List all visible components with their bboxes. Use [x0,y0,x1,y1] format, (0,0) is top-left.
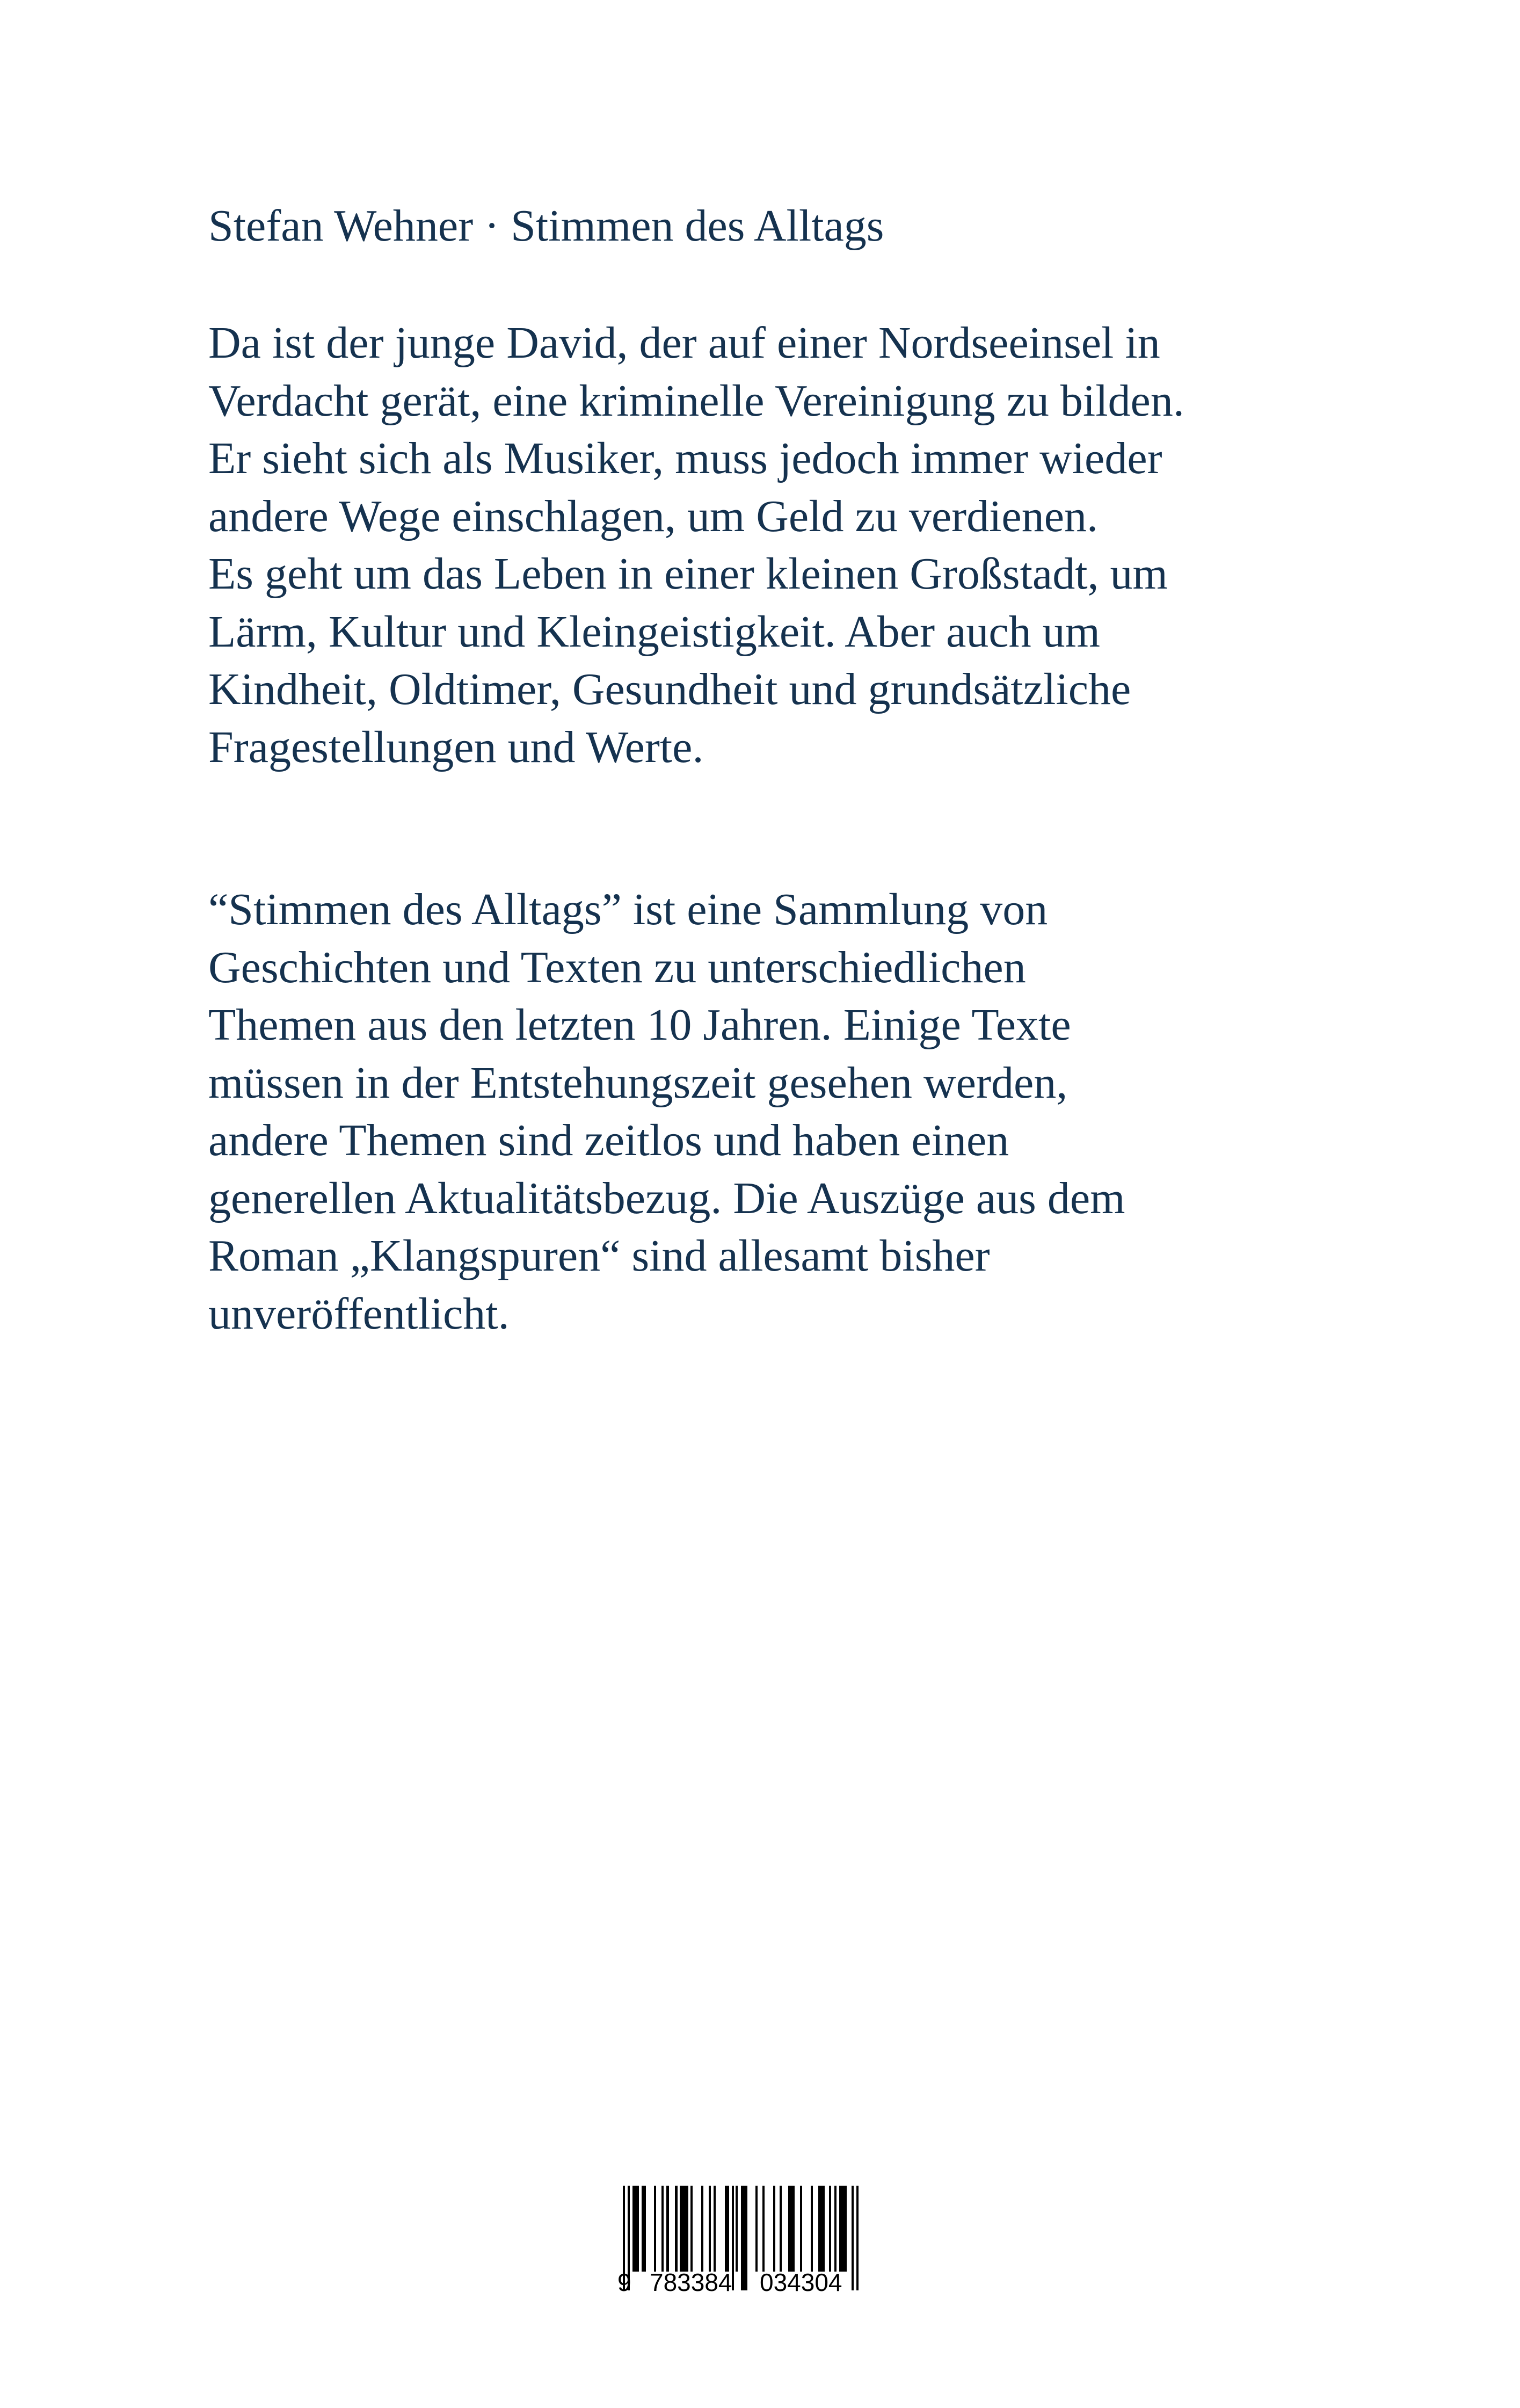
barcode-bar [852,2186,854,2290]
barcode-bar [661,2186,664,2272]
text-line: andere Themen sind zeitlos und haben einen [208,1115,1009,1165]
text-line: generellen Aktualitätsbezug. Die Auszüge aus dem [208,1173,1125,1223]
barcode-bar [632,2186,639,2272]
barcode-bar [762,2186,765,2272]
isbn-barcode [617,2178,870,2296]
blurb-paragraph-1 [208,314,1184,776]
barcode-bar [666,2186,669,2272]
text-line: Kindheit, Oldtimer, Gesundheit und grundsätzliche [208,664,1131,714]
barcode-bar [829,2186,831,2272]
barcode-bar [780,2186,782,2272]
author-title: Stefan Wehner · Stimmen des Alltags [208,201,884,251]
barcode-bar [714,2186,716,2272]
barcode-bar [675,2186,678,2272]
barcode-bar [811,2186,813,2272]
barcode-bar [834,2186,837,2272]
barcode-bar [741,2186,747,2290]
text-line: müssen in der Entstehungszeit gesehen werden, [208,1057,1068,1108]
text-line: Themen aus den letzten 10 Jahren. Einige Texte [208,1000,1071,1050]
text-line: Geschichten und Texten zu unterschiedlichen [208,942,1026,992]
text-line: Da ist der junge David, der auf einer Nordseeinsel in [208,318,1160,368]
text-line: Lärm, Kultur und Kleingeistigkeit. Aber auch um [208,606,1100,657]
barcode-bar [709,2186,711,2272]
text-line: Roman „Klangspuren“ sind allesamt bisher [208,1231,990,1281]
barcode-bar [732,2186,734,2290]
text-line: Es geht um das Leben in einer kleinen Großstadt, um [208,549,1168,599]
barcode-bar [654,2186,656,2272]
barcode-bar [725,2186,729,2272]
barcode-bar [701,2186,703,2272]
barcode-bar [818,2186,825,2272]
barcode-bar [642,2186,646,2272]
barcode-bar [788,2186,795,2272]
barcode-bar [690,2186,693,2272]
barcode-digits-right: 034304 [760,2268,842,2296]
barcode-bar [755,2186,758,2272]
text-line: andere Wege einschlagen, um Geld zu verdienen. [208,491,1098,541]
text-line: “Stimmen des Alltags” ist eine Sammlung von [208,884,1048,934]
barcode-bar [839,2186,847,2272]
barcode-bar [680,2186,688,2272]
text-line: Fragestellungen und Werte. [208,722,704,772]
barcode-bar [736,2186,738,2272]
barcode-bar [800,2186,802,2272]
barcode-bar [773,2186,775,2272]
text-line: unveröffentlicht. [208,1288,510,1339]
text-line: Verdacht gerät, eine kriminelle Vereinigung zu bilden. [208,375,1184,426]
text-line: Er sieht sich als Musiker, muss jedoch immer wieder [208,433,1162,483]
barcode-bar [856,2186,859,2290]
blurb-paragraph-2 [208,881,1125,1343]
barcode-digit-first: 9 [617,2268,631,2296]
barcode-digits-left: 783384 [650,2268,732,2296]
